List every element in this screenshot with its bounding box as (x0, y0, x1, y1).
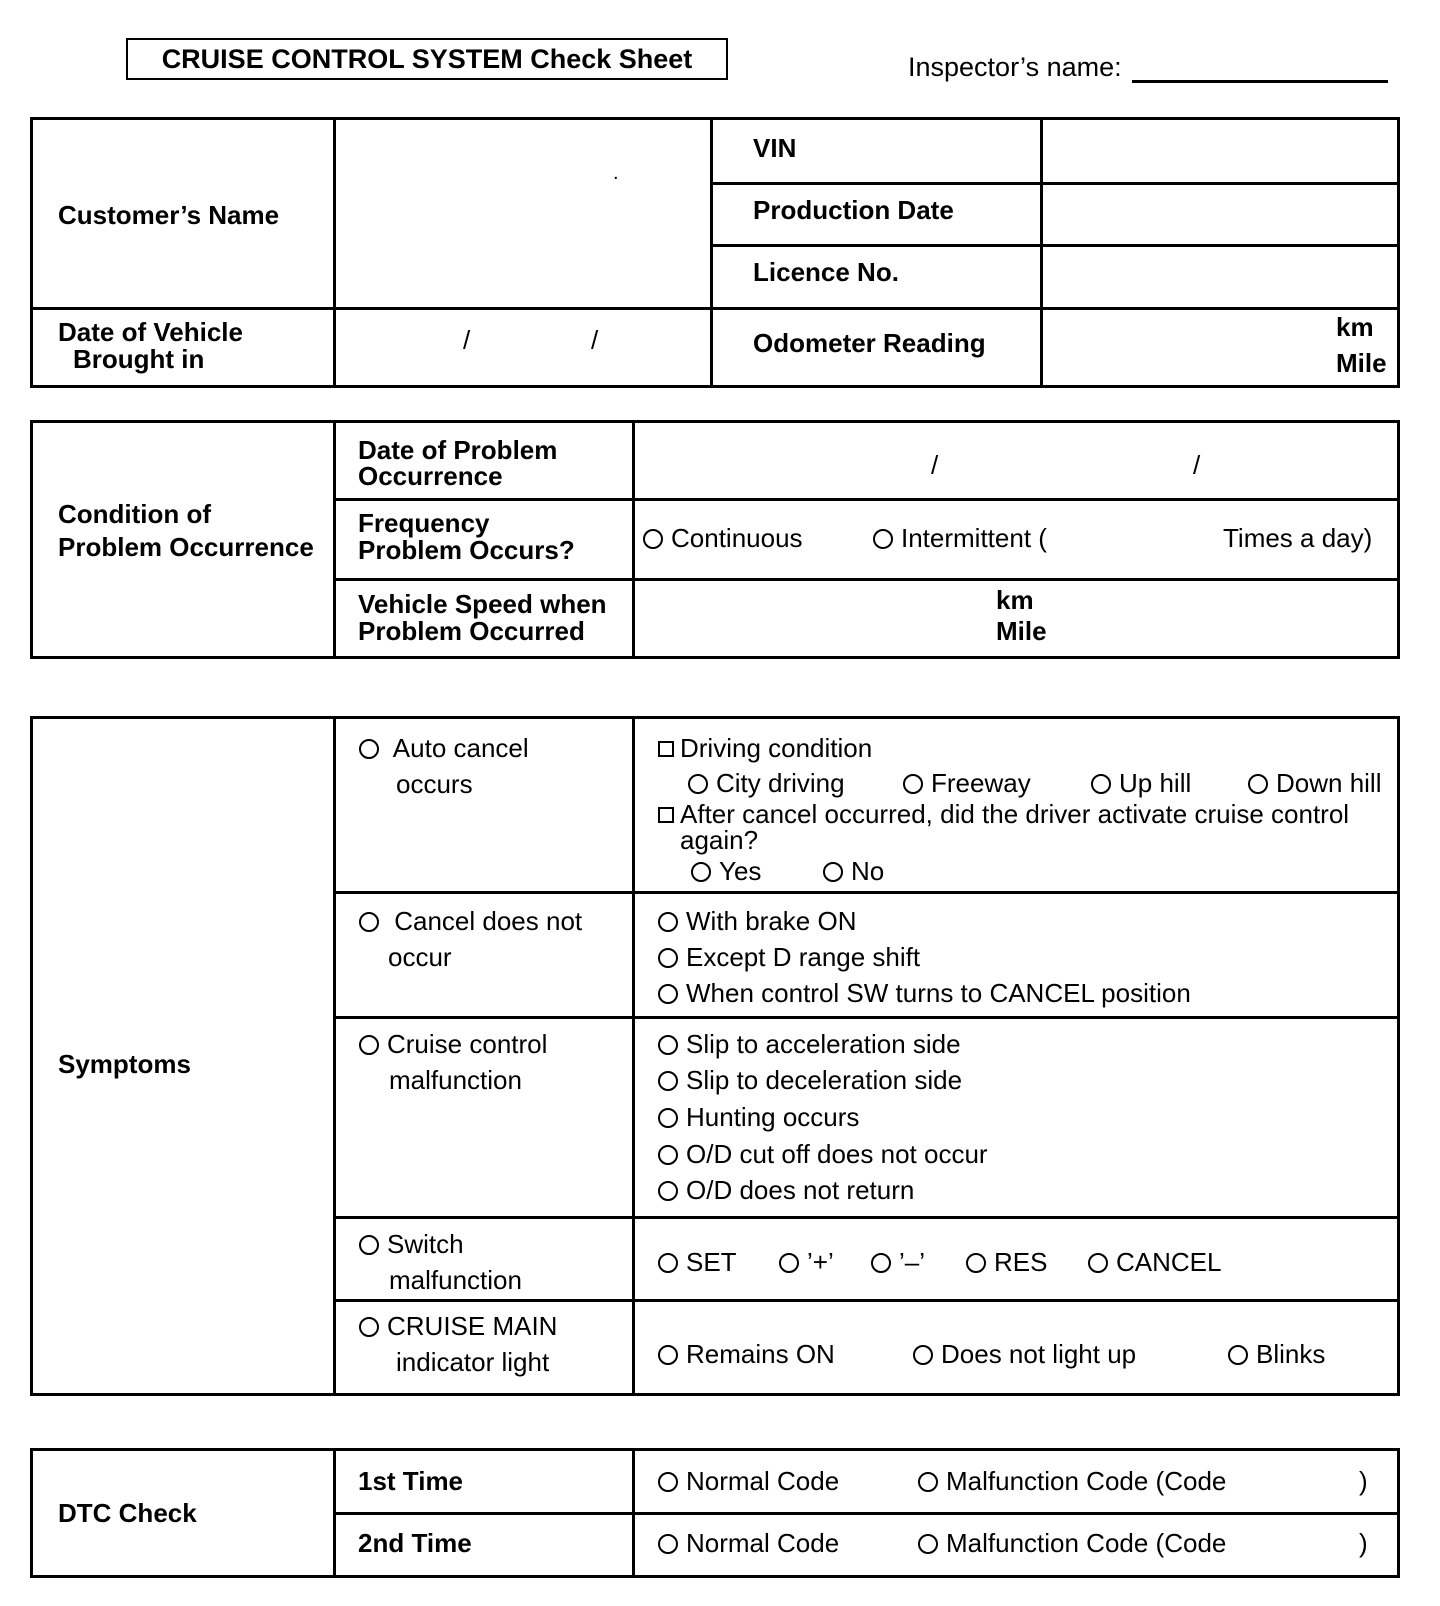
radio-circle-icon (918, 1472, 938, 1492)
customer-name-value[interactable]: . (613, 162, 619, 184)
symptom-cruise-malfunction[interactable]: Cruise control (359, 1029, 547, 1060)
radio-circle-icon (691, 862, 711, 882)
radio-circle-icon (658, 1108, 678, 1128)
customer-name-label: Customer’s Name (58, 200, 280, 230)
option-res[interactable]: RES (966, 1247, 1047, 1278)
odometer-unit-mile: Mile (1336, 348, 1387, 378)
radio-circle-icon (658, 1145, 678, 1165)
radio-circle-icon (1091, 774, 1111, 794)
option-continuous[interactable]: Continuous (643, 523, 803, 554)
inspector-name-field (908, 50, 1388, 83)
sheet-title: CRUISE CONTROL SYSTEM Check Sheet (126, 38, 728, 80)
second-close-paren: ) (1359, 1528, 1368, 1558)
inspector-label: Inspector’s name: (908, 52, 1122, 82)
radio-circle-icon (658, 1035, 678, 1055)
dtc-check-table (30, 1448, 1400, 1578)
radio-circle-icon (658, 1071, 678, 1091)
option-remains-on[interactable]: Remains ON (658, 1339, 835, 1370)
problem-date-label-line1: Date of Problem (358, 435, 558, 465)
radio-circle-icon (643, 529, 663, 549)
date-brought-separator: / (463, 325, 471, 355)
dtc-first-time-label: 1st Time (358, 1466, 464, 1496)
symptom-switch-malfunction[interactable]: Switch (359, 1229, 464, 1260)
times-a-day-label: Times a day) (1223, 523, 1373, 553)
option-down-hill[interactable]: Down hill (1248, 768, 1382, 799)
dtc-second-time-label: 2nd Time (358, 1528, 472, 1558)
first-close-paren: ) (1359, 1466, 1368, 1496)
option-od-not-return[interactable]: O/D does not return (658, 1175, 914, 1206)
symptom-indicator-light[interactable]: CRUISE MAIN (359, 1311, 557, 1342)
option-slip-deceleration[interactable]: Slip to deceleration side (658, 1065, 962, 1096)
odometer-unit-km: km (1336, 312, 1374, 342)
date-brought-label-line2: Brought in (73, 344, 205, 374)
condition-table (30, 420, 1400, 659)
second-normal-code-option[interactable]: Normal Code (658, 1528, 839, 1559)
option-no[interactable]: No (823, 856, 884, 887)
after-cancel-label-line2: again? (680, 825, 759, 855)
radio-circle-icon (359, 912, 379, 932)
licence-no-label: Licence No. (753, 257, 899, 287)
condition-section-label-line1: Condition of (58, 499, 212, 529)
option-freeway[interactable]: Freeway (903, 768, 1031, 799)
radio-circle-icon (871, 1253, 891, 1273)
option-plus[interactable]: ’+’ (779, 1247, 834, 1278)
symptom-auto-cancel[interactable]: Auto cancel (359, 733, 529, 764)
radio-circle-icon (918, 1534, 938, 1554)
radio-circle-icon (658, 912, 678, 932)
radio-circle-icon (823, 862, 843, 882)
radio-circle-icon (903, 774, 923, 794)
option-control-sw-cancel[interactable]: When control SW turns to CANCEL position (658, 978, 1191, 1009)
radio-circle-icon (1248, 774, 1268, 794)
radio-circle-icon (359, 739, 379, 759)
symptoms-section-label: Symptoms (58, 1049, 191, 1079)
auto-cancel-label-line2: occurs (396, 769, 473, 799)
radio-circle-icon (913, 1345, 933, 1365)
inspector-name-line[interactable] (1132, 50, 1388, 83)
indicator-label-line2: indicator light (396, 1347, 550, 1377)
second-malfunction-code-option[interactable]: Malfunction Code (Code (918, 1528, 1226, 1559)
frequency-label-line1: Frequency (358, 508, 490, 538)
symptom-cancel-not-occur[interactable]: Cancel does not (359, 906, 582, 937)
odometer-label: Odometer Reading (753, 328, 986, 358)
vehicle-speed-label-line1: Vehicle Speed when (358, 589, 607, 619)
date-brought-label-line1: Date of Vehicle (58, 317, 243, 347)
radio-circle-icon (658, 1534, 678, 1554)
symptoms-table (30, 716, 1400, 1396)
first-normal-code-option[interactable]: Normal Code (658, 1466, 839, 1497)
option-with-brake-on[interactable]: With brake ON (658, 906, 857, 937)
radio-circle-icon (359, 1317, 379, 1337)
radio-circle-icon (658, 948, 678, 968)
dtc-section-label: DTC Check (58, 1498, 197, 1528)
radio-circle-icon (359, 1035, 379, 1055)
vin-label: VIN (753, 133, 797, 163)
option-minus[interactable]: ’–’ (871, 1247, 925, 1278)
option-city-driving[interactable]: City driving (688, 768, 845, 799)
option-hunting-occurs[interactable]: Hunting occurs (658, 1102, 859, 1133)
radio-circle-icon (359, 1235, 379, 1255)
option-cancel[interactable]: CANCEL (1088, 1247, 1221, 1278)
radio-circle-icon (658, 1472, 678, 1492)
problem-date-label-line2: Occurrence (358, 461, 503, 491)
cancel-not-label-line2: occur (388, 942, 452, 972)
driving-condition-checkbox[interactable]: Driving condition (658, 733, 872, 764)
radio-circle-icon (688, 774, 708, 794)
date-brought-separator: / (591, 325, 599, 355)
problem-date-separator: / (1193, 450, 1201, 480)
radio-circle-icon (658, 1345, 678, 1365)
condition-section-label-line2: Problem Occurrence (58, 532, 314, 562)
option-except-d-range[interactable]: Except D range shift (658, 942, 920, 973)
radio-circle-icon (1228, 1345, 1248, 1365)
radio-circle-icon (779, 1253, 799, 1273)
malfunction-label-line2: malfunction (389, 1065, 522, 1095)
radio-circle-icon (658, 1181, 678, 1201)
option-blinks[interactable]: Blinks (1228, 1339, 1325, 1370)
after-cancel-checkbox[interactable]: After cancel occurred, did the driver activate cruise control (658, 801, 1349, 828)
option-does-not-light[interactable]: Does not light up (913, 1339, 1136, 1370)
option-intermittent[interactable]: Intermittent ( (873, 523, 1047, 554)
checkbox-icon (658, 807, 674, 823)
radio-circle-icon (658, 1253, 678, 1273)
first-malfunction-code-option[interactable]: Malfunction Code (Code (918, 1466, 1226, 1497)
speed-unit-mile: Mile (996, 616, 1047, 646)
vehicle-speed-label-line2: Problem Occurred (358, 616, 585, 646)
option-set[interactable]: SET (658, 1247, 737, 1278)
switch-label-line2: malfunction (389, 1265, 522, 1295)
speed-unit-km: km (996, 585, 1034, 615)
radio-circle-icon (966, 1253, 986, 1273)
checkbox-icon (658, 741, 674, 757)
radio-circle-icon (658, 984, 678, 1004)
frequency-label-line2: Problem Occurs? (358, 535, 575, 565)
vehicle-info-table (30, 117, 1400, 388)
production-date-label: Production Date (753, 195, 954, 225)
option-od-cut-off[interactable]: O/D cut off does not occur (658, 1139, 988, 1170)
option-yes[interactable]: Yes (691, 856, 761, 887)
option-slip-acceleration[interactable]: Slip to acceleration side (658, 1029, 961, 1060)
radio-circle-icon (1088, 1253, 1108, 1273)
problem-date-separator: / (931, 450, 939, 480)
option-up-hill[interactable]: Up hill (1091, 768, 1191, 799)
radio-circle-icon (873, 529, 893, 549)
